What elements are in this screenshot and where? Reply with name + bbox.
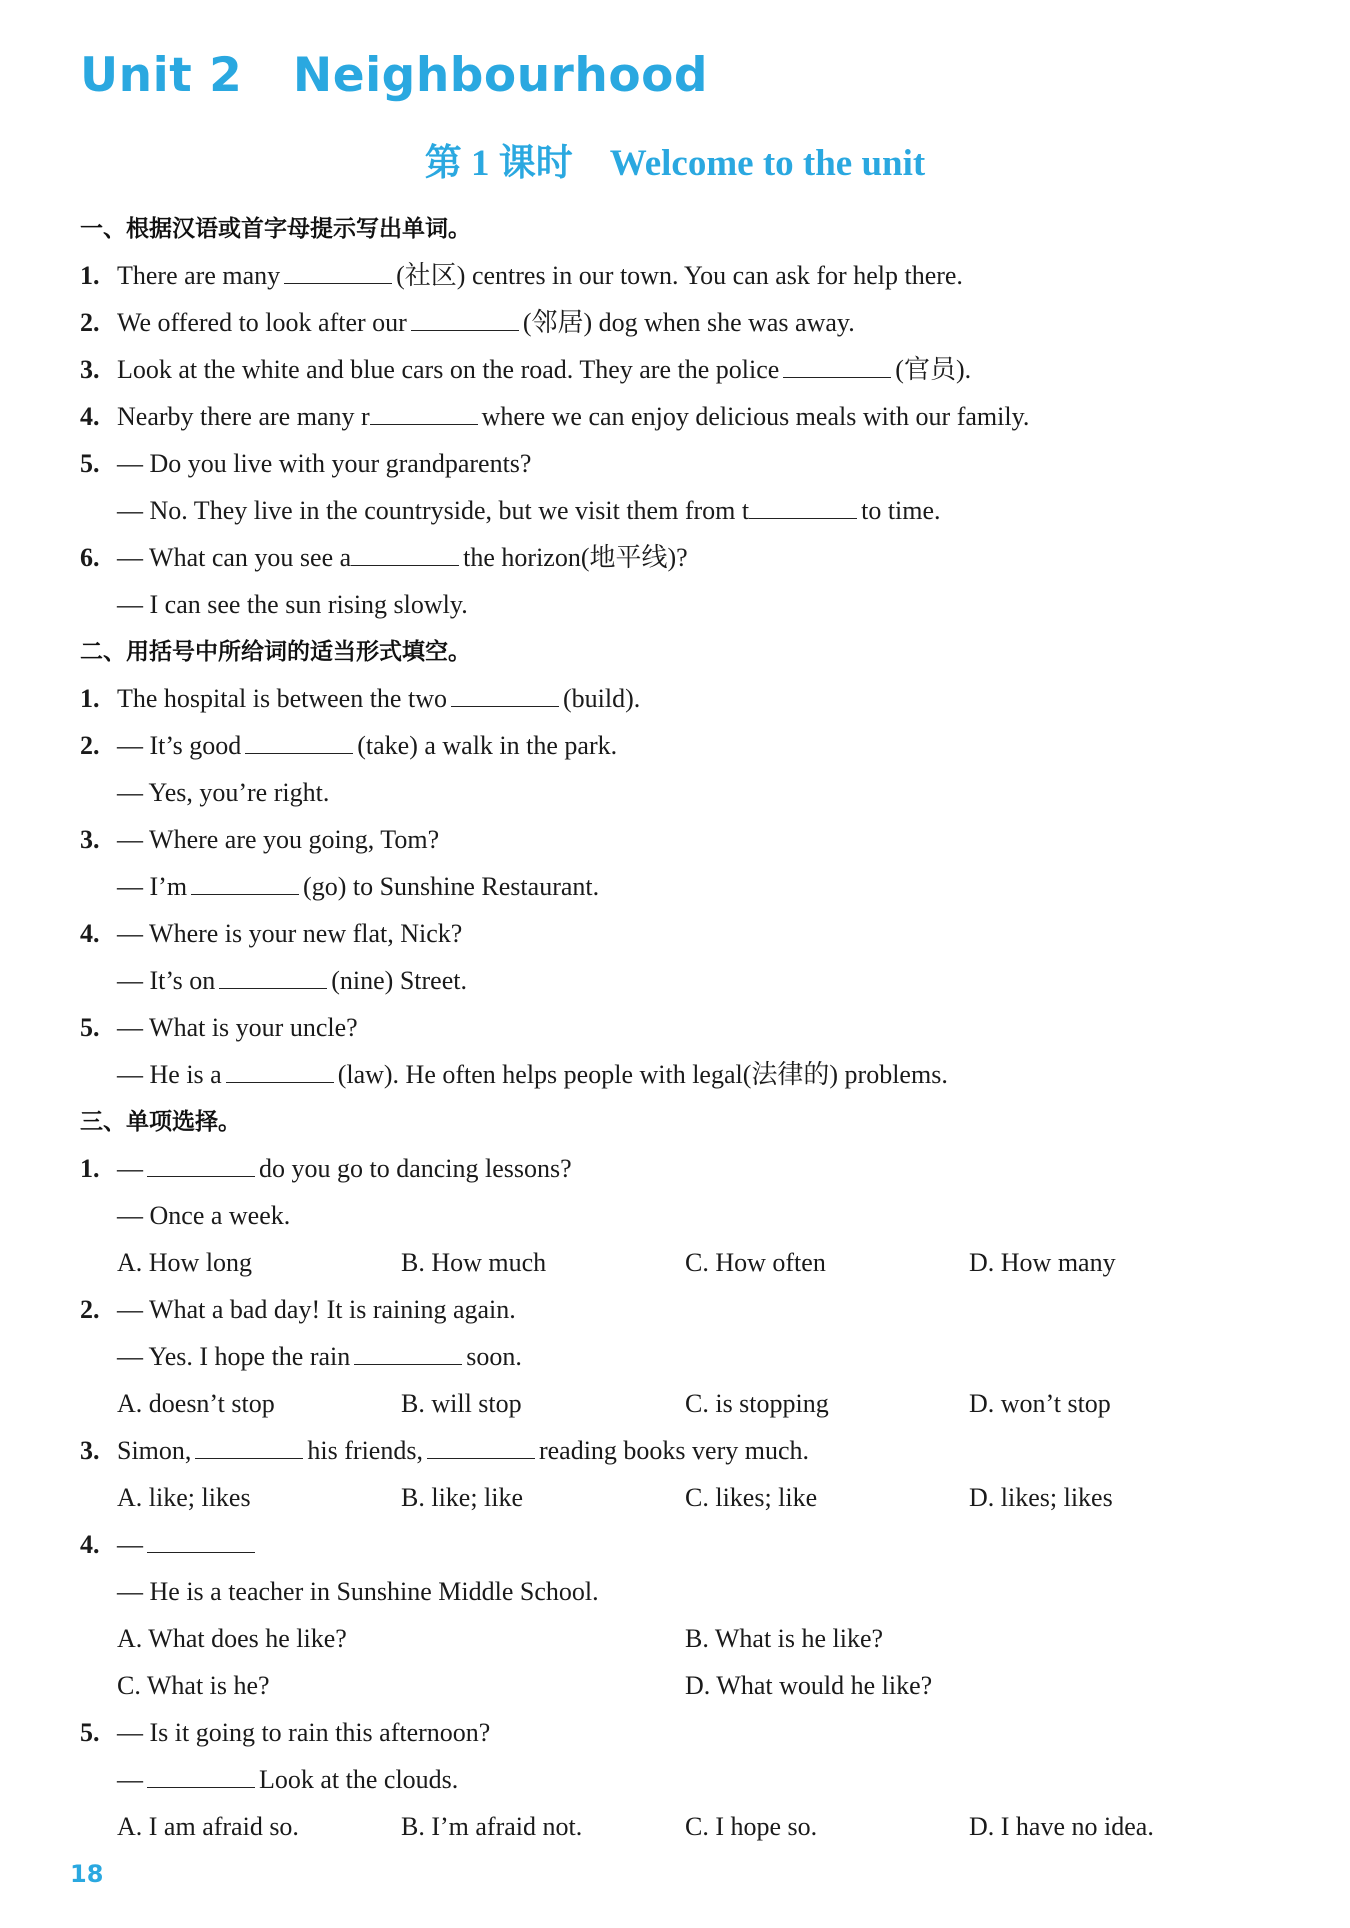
section-1-heading: 一、根据汉语或首字母提示写出单词。 <box>80 216 471 242</box>
s3-q3-option-d[interactable]: D. likes; likes <box>969 1483 1113 1512</box>
answer-blank[interactable] <box>354 1340 462 1365</box>
s3-q4-option-c[interactable]: C. What is he? <box>117 1671 270 1700</box>
s3-q4-option-a[interactable]: A. What does he like? <box>117 1624 347 1653</box>
s2-q4: 4. — Where is your new flat, Nick? <box>80 919 463 948</box>
s3-q3: 3. Simon, his friends, reading books very much. <box>80 1436 810 1465</box>
s3-q1-answer: — Once a week. <box>117 1201 291 1230</box>
s2-q1: 1. The hospital is between the two (build). <box>80 684 641 713</box>
s3-q2: 2. — What a bad day! It is raining again. <box>80 1295 516 1324</box>
answer-blank[interactable] <box>749 494 857 519</box>
s1-q6: 6. — What can you see a the horizon(地平线)? <box>80 543 688 572</box>
answer-blank[interactable] <box>351 541 459 566</box>
answer-blank[interactable] <box>226 1058 334 1083</box>
answer-blank[interactable] <box>147 1152 255 1177</box>
answer-blank[interactable] <box>191 870 299 895</box>
s3-q2-option-b[interactable]: B. will stop <box>401 1389 522 1418</box>
s3-q5-option-c[interactable]: C. I hope so. <box>685 1812 818 1841</box>
answer-blank[interactable] <box>411 306 519 331</box>
s1-q6-answer: — I can see the sun rising slowly. <box>117 590 468 619</box>
s3-q2-answer: — Yes. I hope the rain soon. <box>117 1342 522 1371</box>
answer-blank[interactable] <box>783 353 891 378</box>
s2-q2-answer: — Yes, you’re right. <box>117 778 330 807</box>
answer-blank[interactable] <box>284 259 392 284</box>
s3-q3-option-c[interactable]: C. likes; like <box>685 1483 818 1512</box>
s3-q4-option-b[interactable]: B. What is he like? <box>685 1624 884 1653</box>
answer-blank[interactable] <box>219 964 327 989</box>
answer-blank[interactable] <box>195 1434 303 1459</box>
s3-q5-answer: — Look at the clouds. <box>117 1765 459 1794</box>
s3-q2-option-d[interactable]: D. won’t stop <box>969 1389 1111 1418</box>
s1-q3: 3. Look at the white and blue cars on the road. They are the police (官员). <box>80 355 972 384</box>
s3-q1-option-a[interactable]: A. How long <box>117 1248 253 1277</box>
answer-blank[interactable] <box>370 400 478 425</box>
answer-blank[interactable] <box>147 1528 255 1553</box>
s3-q4: 4. — <box>80 1528 259 1562</box>
s3-q5-option-b[interactable]: B. I’m afraid not. <box>401 1812 583 1841</box>
answer-blank[interactable] <box>451 682 559 707</box>
page-number: 18 <box>70 1860 104 1888</box>
s3-q5: 5. — Is it going to rain this afternoon? <box>80 1718 491 1747</box>
s3-q1-option-c[interactable]: C. How often <box>685 1248 826 1277</box>
s2-q5-answer: — He is a (law). He often helps people with legal(法律的) problems. <box>117 1060 948 1089</box>
s3-q3-option-a[interactable]: A. like; likes <box>117 1483 251 1512</box>
unit-title: Unit 2 Neighbourhood <box>80 48 709 103</box>
section-2-heading: 二、用括号中所给词的适当形式填空。 <box>80 639 471 665</box>
s3-q2-option-c[interactable]: C. is stopping <box>685 1389 829 1418</box>
s2-q5: 5. — What is your uncle? <box>80 1013 358 1042</box>
s2-q2: 2. — It’s good (take) a walk in the park. <box>80 731 618 760</box>
lesson-title: 第 1 课时 Welcome to the unit <box>424 143 926 184</box>
s3-q5-option-d[interactable]: D. I have no idea. <box>969 1812 1154 1841</box>
answer-blank[interactable] <box>147 1763 255 1788</box>
s3-q3-option-b[interactable]: B. like; like <box>401 1483 524 1512</box>
s3-q5-option-a[interactable]: A. I am afraid so. <box>117 1812 299 1841</box>
s3-q1-option-d[interactable]: D. How many <box>969 1248 1116 1277</box>
s3-q2-option-a[interactable]: A. doesn’t stop <box>117 1389 275 1418</box>
s2-q4-answer: — It’s on (nine) Street. <box>117 966 467 995</box>
s3-q1-option-b[interactable]: B. How much <box>401 1248 547 1277</box>
s2-q3-answer: — I’m (go) to Sunshine Restaurant. <box>117 872 600 901</box>
s1-q5-answer: — No. They live in the countryside, but we visit them from t to time. <box>117 496 941 525</box>
answer-blank[interactable] <box>245 729 353 754</box>
s1-q2: 2. We offered to look after our (邻居) dog when she was away. <box>80 308 855 337</box>
s1-q1: 1. There are many (社区) centres in our town. You can ask for help there. <box>80 261 963 290</box>
answer-blank[interactable] <box>427 1434 535 1459</box>
s1-q5: 5. — Do you live with your grandparents? <box>80 449 532 478</box>
s1-q4: 4. Nearby there are many r where we can enjoy delicious meals with our family. <box>80 402 1030 431</box>
s2-q3: 3. — Where are you going, Tom? <box>80 825 440 854</box>
s3-q4-option-d[interactable]: D. What would he like? <box>685 1671 933 1700</box>
s3-q4-answer: — He is a teacher in Sunshine Middle School. <box>117 1577 599 1606</box>
s3-q1: 1. — do you go to dancing lessons? <box>80 1154 572 1183</box>
section-3-heading: 三、单项选择。 <box>80 1109 241 1135</box>
